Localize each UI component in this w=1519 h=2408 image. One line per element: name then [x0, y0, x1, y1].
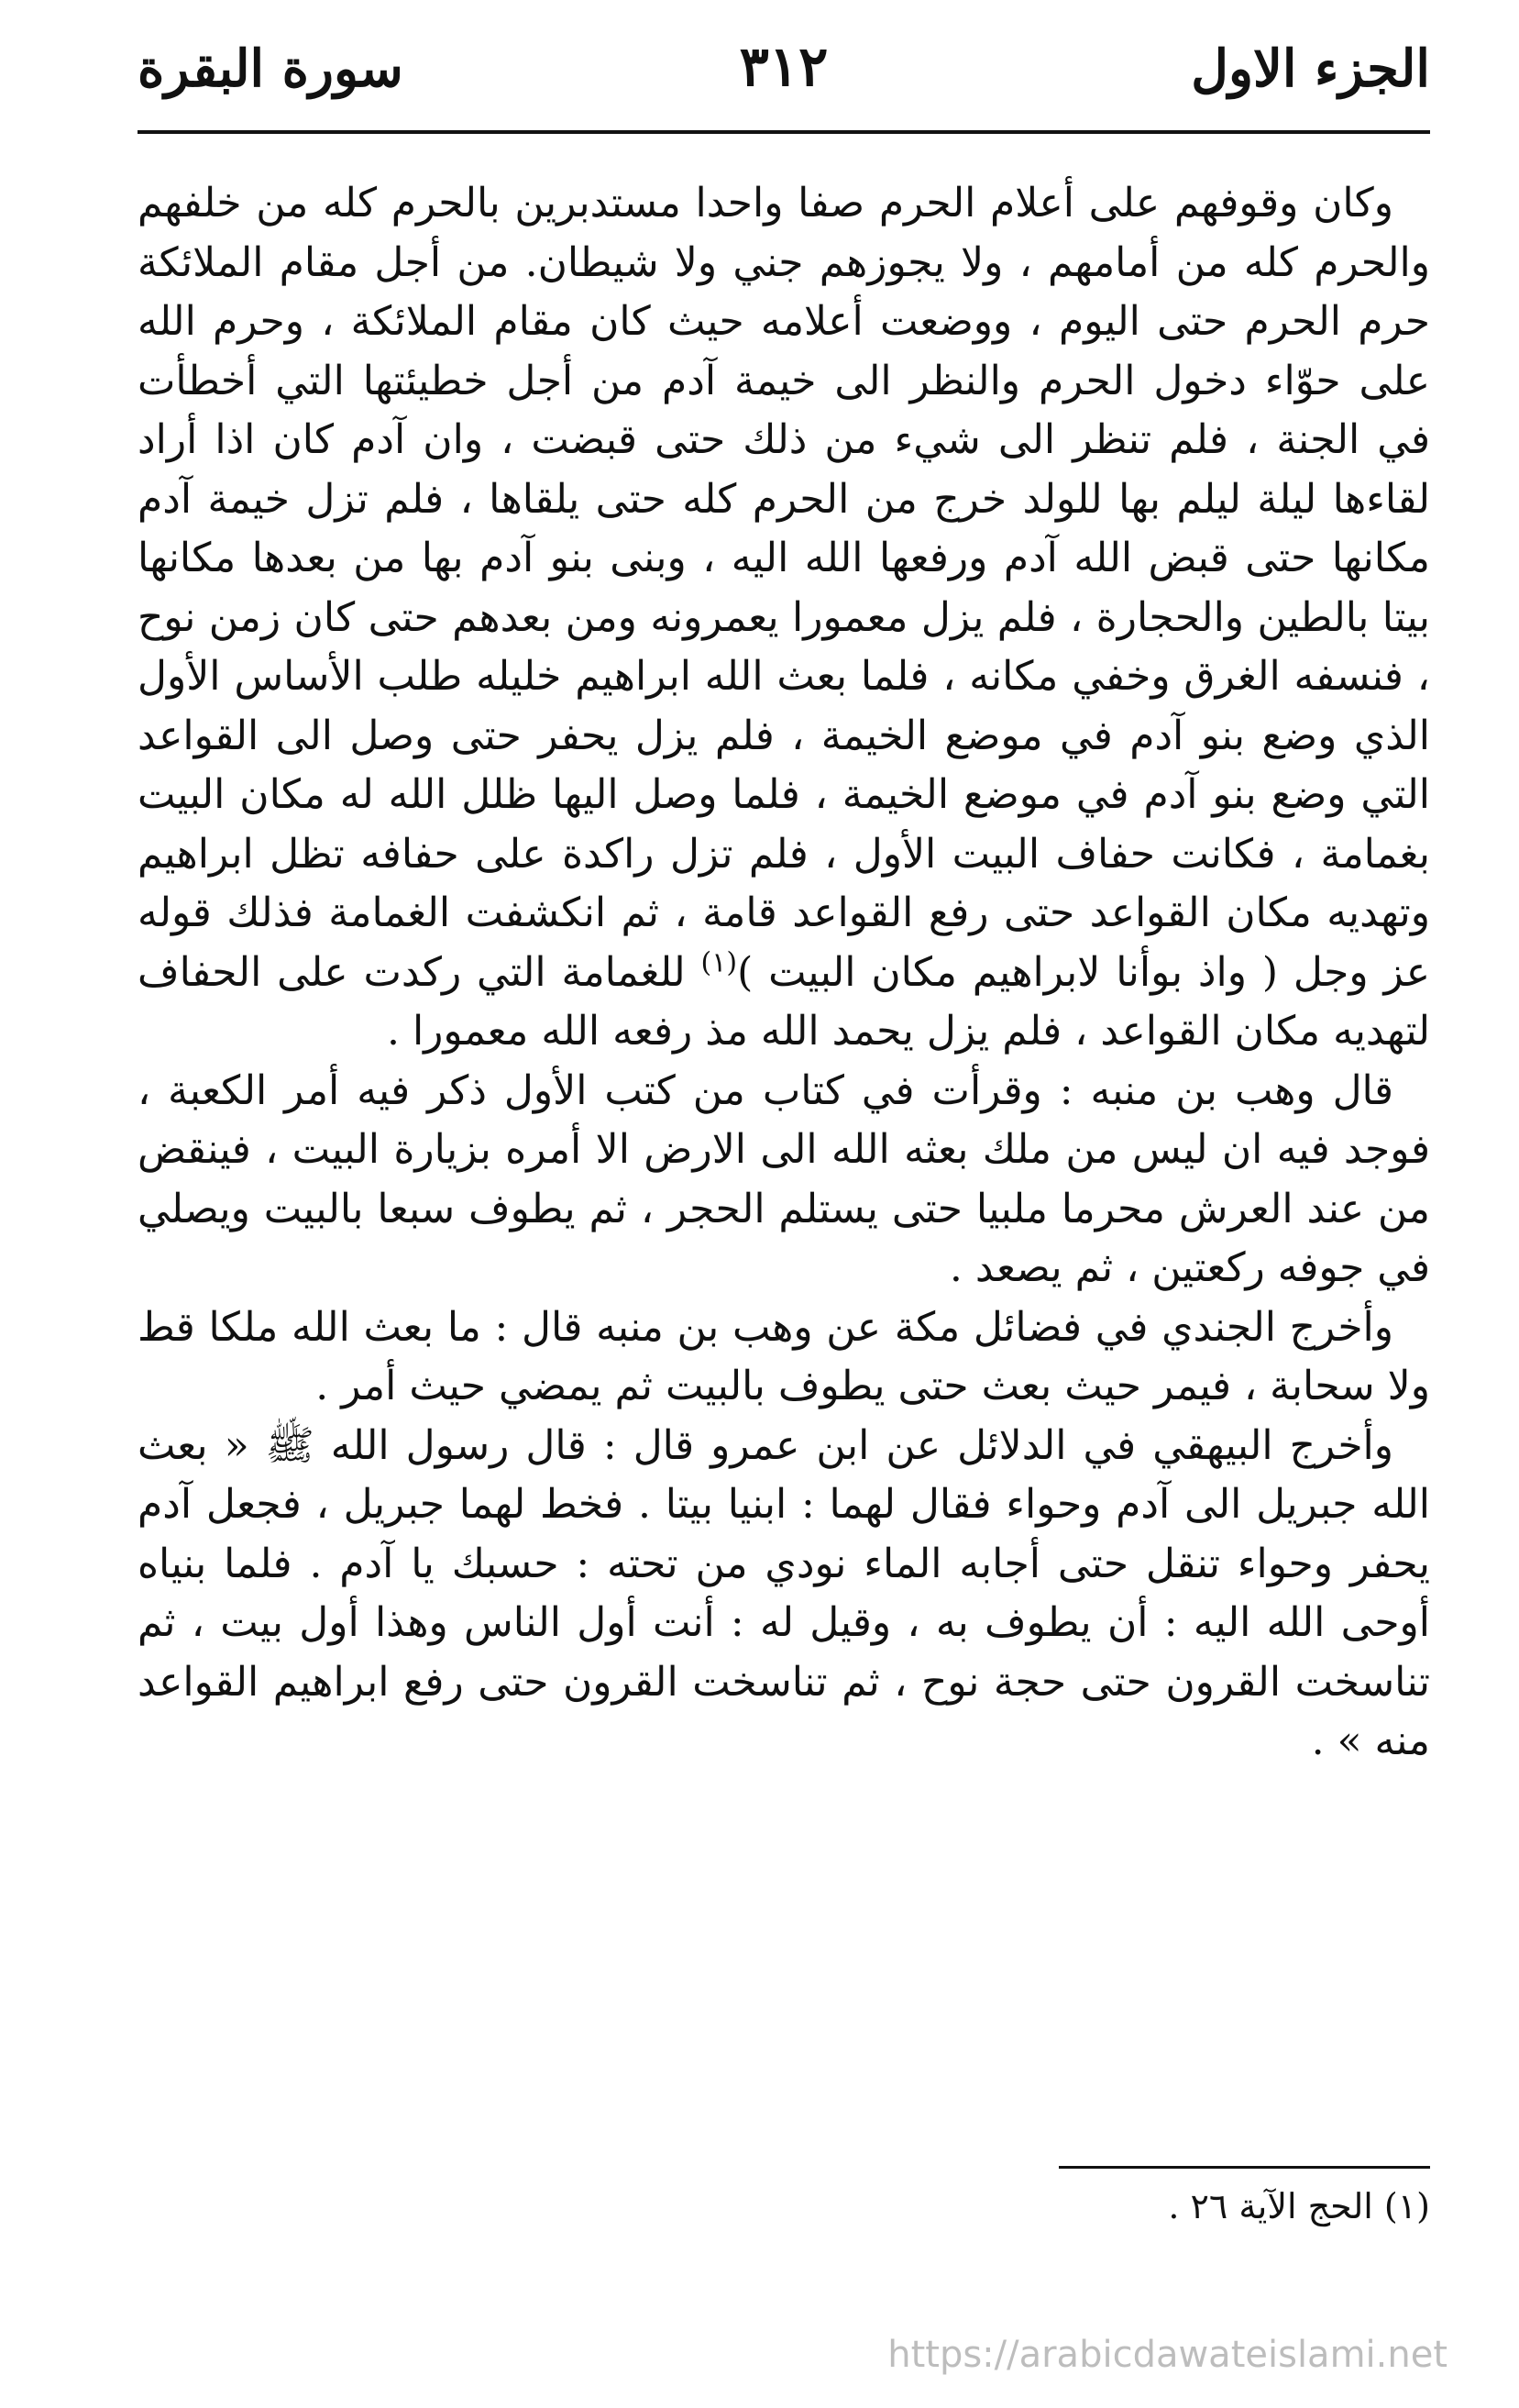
surah-label: سورة البقرة	[138, 39, 403, 99]
paragraph: قال وهب بن منبه : وقرأت في كتاب من كتب الأول ذكر فيه أمر الكعبة ، فوجد فيه ان ليس من ملك بعثه الله الى الارض الا أمره بزيارة البيت ، فينقض من عند العرش محرما ملبيا حتى يستلم الحجر ، ثم يطوف سبعا بالبيت ويصلي في جوفه ركعتين ، ثم يصعد .	[138, 1066, 1430, 1291]
paragraph: وأخرج الجندي في فضائل مكة عن وهب بن منبه قال : ما بعث الله ملكا قط ولا سحابة ، فيمر حيث بعث حتى يطوف بالبيت ثم يمضي حيث أمر .	[138, 1303, 1430, 1409]
footnote-rule	[1059, 2166, 1430, 2169]
page-header	[138, 35, 1430, 130]
paragraph-text: للغمامة التي ركدت على الحفاف لتهديه مكان القواعد ، فلم يزل يحمد الله مذ رفعه الله معمورا .	[138, 948, 1430, 1055]
juz-label: الجزء الاول	[1191, 39, 1430, 99]
main-text	[138, 174, 1430, 1772]
paragraph: وأخرج البيهقي في الدلائل عن ابن عمرو قال : قال رسول الله ﷺ « بعث الله جبريل الى آدم وحواء فقال لهما : ابنيا بيتا . فخط لهما جبريل ، فجعل آدم يحفر وحواء تنقل حتى أجابه الماء نودي من تحته : حسبك يا آدم . فلما بنياه أوحى الله اليه : أن يطوف به ، وقيل له : أنت أول الناس وهذا أول بيت ، ثم تناسخت القرون حتى حجة نوح ، ثم تناسخت القرون حتى رفع ابراهيم القواعد منه » .	[138, 1421, 1430, 1764]
watermark-url: https://arabicdawateislami.net	[887, 2334, 1447, 2376]
footnote-reference: (١)	[700, 945, 738, 978]
footnote: (١) الحج الآية ٢٦ .	[1168, 2186, 1430, 2226]
paragraph-text: وكان وقوفهم على أعلام الحرم صفا واحدا مستدبرين بالحرم كله من خلفهم والحرم كله من أمامهم ، ولا يجوزهم جني ولا شيطان. من أجل مقام الملائكة حرم الحرم حتى اليوم ، ووضعت أعلامه حيث كان مقام الملائكة ، وحرم الله على حوّاء دخول الحرم والنظر الى خيمة آدم من أجل خطيئتها التي أخطأت في الجنة ، فلم تنظر الى شيء من ذلك حتى قبضت ، وان آدم كان اذا أراد لقاءها ليلة ليلم بها للولد خرج من الحرم كله حتى يلقاها ، فلم تزل خيمة آدم مكانها حتى قبض الله آدم ورفعها الله اليه ، وبنى بنو آدم بها من بعدها مكانها بيتا بالطين والحجارة ، فلم يزل معمورا يعمرونه ومن بعدهم حتى كان زمن نوح ، فنسفه الغرق وخفي مكانه ، فلما بعث الله ابراهيم خليله طلب الأساس الأول الذي وضع بنو آدم في موضع الخيمة ، فلم يزل يحفر حتى وصل الى القواعد التي وضع بنو آدم في موضع الخيمة ، فلما وصل اليها ظلل الله له مكان البيت بغمامة ، فكانت حفاف البيت الأول ، فلم تزل راكدة على حفافه تظل ابراهيم وتهديه مكان القواعد حتى رفع القواعد قامة ، ثم انكشفت الغمامة فذلك قوله عز وجل ( واذ بوأنا لابراهيم مكان البيت )	[138, 180, 1430, 996]
header-rule	[138, 130, 1430, 134]
paragraph	[138, 174, 1430, 1062]
page-number: ٣١٢	[739, 35, 829, 99]
